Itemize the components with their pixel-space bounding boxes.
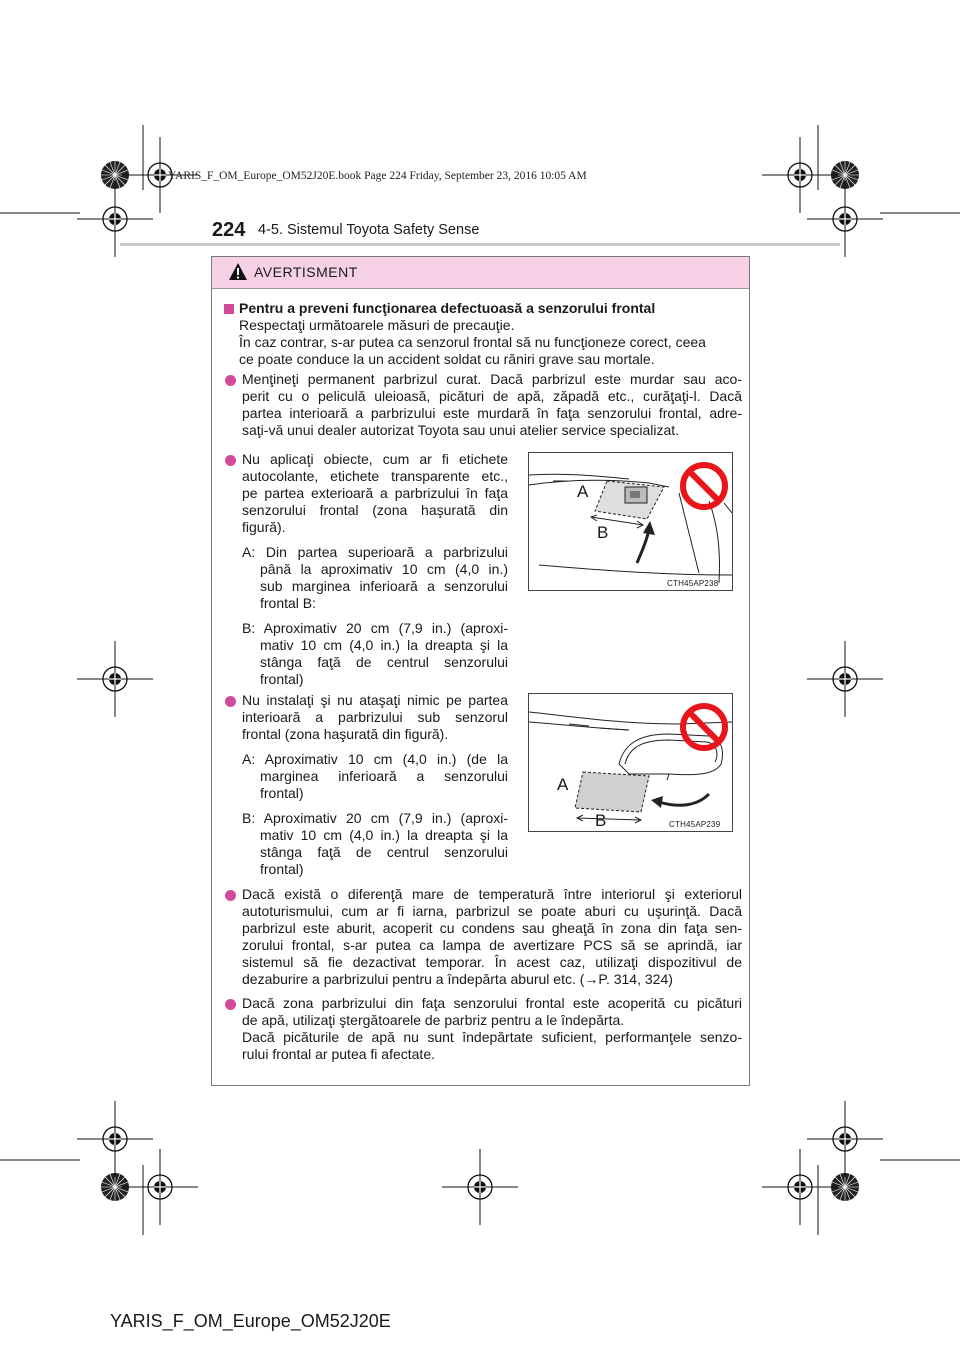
bullet2-line: senzorului frontal (zona haşurată din (242, 502, 508, 518)
bullet5-line: de apă, utilizaţi ştergătoarele de parbriz pentru a le îndepărta. (242, 1012, 625, 1028)
bullet-dot-icon (225, 696, 236, 707)
bullet2-a-line: A: Din partea superioară a parbrizului (242, 544, 508, 560)
bullet3-a-line: A: Aproximativ 10 cm (4,0 in.) (de la (242, 751, 508, 767)
bullet3-line: Nu instalaţi şi nu ataşaţi nimic pe partea (242, 692, 508, 708)
bullet2-b-line: mativ 10 cm (4,0 in.) la dreapta şi la (260, 637, 508, 653)
footer-model-code: YARIS_F_OM_Europe_OM52J20E (110, 1311, 391, 1331)
warning-triangle-icon (228, 262, 248, 281)
intro-line: ce poate conduce la un accident soldat cu răniri grave sau mortale. (239, 351, 655, 367)
bullet-dot-icon (225, 375, 236, 386)
bullet5-line: Dacă zona parbrizului din faţa senzorului frontal este acoperită cu picături (242, 995, 742, 1011)
prohibition-icon (679, 702, 729, 752)
bullet2-b-line: frontal) (260, 671, 304, 687)
figure1-label-b: B (597, 523, 609, 542)
prohibition-icon (679, 461, 729, 511)
bullet2-line: autocolante, etichete transparente etc., (242, 468, 508, 484)
bullet4-line: dezaburire a parbrizului pentru a îndepărta aburul etc. (→P. 314, 324) (242, 971, 673, 987)
bullet5-line: rului frontal ar putea fi afectate. (242, 1046, 435, 1062)
bullet1-line: partea interioară a parbrizului este murdară în faţa senzorului frontal, adre- (242, 405, 742, 421)
bullet2-b-line: B: Aproximativ 20 cm (7,9 in.) (aproxi- (242, 620, 508, 636)
bullet3-a-line: marginea inferioară a senzorului (260, 768, 508, 784)
figure1-code: CTH45AP238 (667, 579, 719, 588)
bullet-dot-icon (225, 890, 236, 901)
bullet-dot-icon (225, 999, 236, 1010)
bullet3-b-line: B: Aproximativ 20 cm (7,9 in.) (aproxi- (242, 810, 508, 826)
bullet3-b-line: mativ 10 cm (4,0 in.) la dreapta şi la (260, 827, 508, 843)
bullet3-a-line: frontal) (260, 785, 304, 801)
bullet2-a-line: sub marginea inferioară a senzorului (260, 578, 508, 594)
figure1-label-a: A (577, 482, 589, 501)
bullet1-line: saţi-vă unui dealer autorizat Toyota sau unui atelier service specializat. (242, 422, 680, 438)
bullet2-a-line: până la aproximativ 10 cm (4,0 in.) (260, 561, 508, 577)
bullet3-line: interioară a parbrizului sub senzorul (242, 709, 508, 725)
page-number: 224 (212, 219, 246, 241)
bullet2-b-line: stânga faţă de centrul senzorului (260, 654, 508, 670)
bullet4-line: sistemul să fie dezactivat temporar. În acest caz, utilizaţi dispozitivul de (242, 954, 742, 970)
intro-line: În caz contrar, s-ar putea ca senzorul frontal să nu funcţioneze corect, ceea (239, 334, 706, 350)
bullet2-line: figură). (242, 519, 286, 535)
figure-windshield-interior (528, 693, 733, 832)
bullet2-line: pe partea exterioară a parbrizului în faţa (242, 485, 508, 501)
bullet4-line: parbrizul este aburit, acoperit cu condens sau gheaţă în zona din faţa sen- (242, 920, 742, 936)
bullet3-line: frontal (zona haşurată din figură). (242, 726, 449, 742)
bullet1-line: perit cu o peliculă uleioasă, picături de apă, zăpadă etc., curăţaţi-l. Dacă (242, 388, 742, 404)
intro-line: Respectaţi următoarele măsuri de precauţie. (239, 317, 515, 333)
book-info: YARIS_F_OM_Europe_OM52J20E.book Page 224 Friday, September 23, 2016 10:05 AM (168, 170, 587, 182)
bullet4-line: Dacă există o diferenţă mare de temperatură între interiorul şi exteriorul (242, 886, 742, 902)
bullet1-line: Menţineţi permanent parbrizul curat. Dacă parbrizul este murdar sau aco- (242, 371, 742, 387)
warning-title: AVERTISMENT (254, 264, 358, 280)
header-rule (120, 243, 840, 246)
figure-windshield-exterior (528, 452, 733, 591)
warning-box (211, 256, 750, 1086)
bullet5-line: Dacă picăturile de apă nu sunt îndepărtate suficient, performanţele senzo- (242, 1029, 742, 1045)
bullet3-b-line: stânga faţă de centrul senzorului (260, 844, 508, 860)
bullet-dot-icon (225, 455, 236, 466)
bullet4-line: zorului frontal, s-ar putea ca lampa de avertizare PCS să se aprindă, iar (242, 937, 742, 953)
section-title: 4-5. Sistemul Toyota Safety Sense (258, 222, 480, 238)
warning-header (212, 257, 749, 289)
bullet2-a-line: frontal B: (260, 595, 317, 611)
figure2-label-b: B (595, 811, 607, 830)
figure2-code: CTH45AP239 (669, 820, 721, 829)
bullet4-line: autoturismului, cum ar fi iarna, parbrizul se poate aburi cu uşurinţă. Dacă (242, 903, 742, 919)
heading-bullet-icon (224, 304, 234, 314)
warning-heading: Pentru a preveni funcţionarea defectuoasă a senzorului frontal (239, 300, 656, 316)
figure2-label-a: A (557, 775, 569, 794)
bullet3-b-line: frontal) (260, 861, 304, 877)
bullet2-line: Nu aplicaţi obiecte, cum ar fi etichete (242, 451, 508, 467)
